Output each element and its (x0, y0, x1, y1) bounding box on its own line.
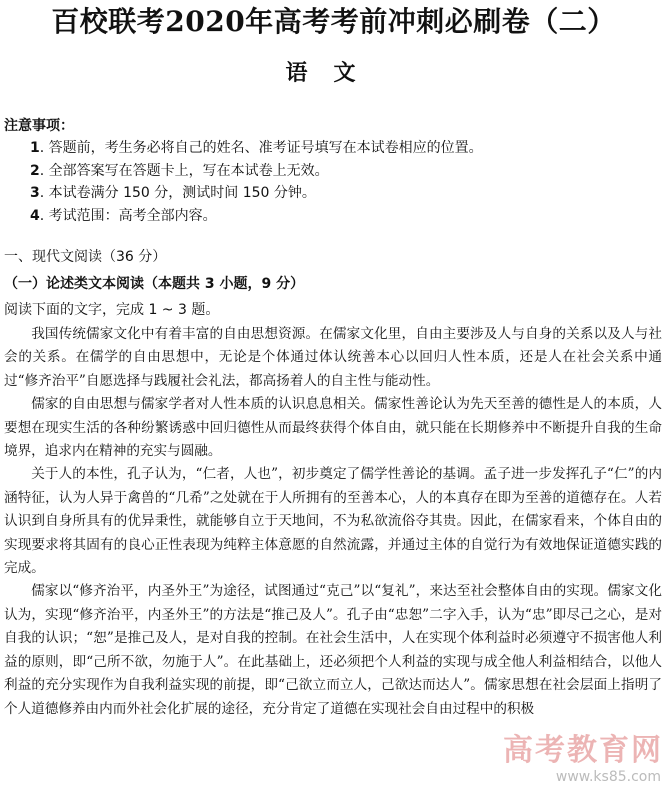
note-item (30, 137, 483, 160)
passage-paragraph: 儒家以“修齐治平，内圣外王”为途径，试图通过“克己”以“复礼”，来达至社会整体自由的实现。儒家文化认为，实现“修齐治平，内圣外王”的方法是“推己及人”。孔子由“忠恕”二字入手，认为“忠”即尽己之心，是对自我的认识；“恕”是推己及人，是对自我的控制。在社会生活中，人在实现个体利益时必须遵守不损害他人利益的原则，即“己所不欲，勿施于人”。在此基础上，还必须把个人利益的实现与成全他人利益相结合，以他人利益的充分实现作为自我利益实现的前提，即“己欲立而立人，己欲达而达人”。儒家思想在社会层面上指明了个人道德修养由内而外社会化扩展的途径，充分肯定了道德在实现社会自由过程中的积极 (4, 583, 662, 717)
note-text: . 本试卷满分 150 分，测试时间 150 分钟。 (39, 185, 316, 201)
reading-passage (4, 323, 662, 721)
passage-paragraph: 我国传统儒家文化中有着丰富的自由思想资源。在儒家文化里，自由主要涉及人与自身的关系以及人与社会的关系。在儒学的自由思想中，无论是个体通过体认统善本心以回归人性本质，还是人在社会关系中通过“修齐治平”自愿选择与践履社会礼法，都高扬着人的自主性与能动性。 (4, 326, 662, 389)
note-number: 3 (30, 185, 40, 201)
note-text: . 答题前，考生务必将自己的姓名、准考证号填写在本试卷相应的位置。 (39, 140, 483, 156)
note-number: 1 (30, 140, 40, 156)
watermark-url: www.ks85.com (555, 769, 661, 785)
note-item (30, 205, 483, 228)
passage-paragraph: 关于人的本性，孔子认为，“仁者，人也”，初步奠定了儒学性善论的基调。孟子进一步发挥孔子“仁”的内涵特征，认为人异于禽兽的“几希”之处就在于人所拥有的至善本心，人的本真存在即为至善的道德存在。人若认识到自身所具有的优异秉性，就能够自立于天地间，不为私欲流俗夺其贵。因此，在儒家看来，个体自由的实现要求将其固有的良心正性表现为纯粹主体意愿的自然流露，并通过主体的自觉行为有效地保证道德实践的完成。 (4, 466, 662, 577)
note-item (30, 182, 483, 205)
watermark-logo: 高考教育网 (503, 733, 663, 768)
subsection-heading: （一）论述类文本阅读（本题共 3 小题，9 分） (4, 276, 305, 292)
notes-list (30, 137, 483, 227)
exam-title: 百校联考2020年高考考前冲刺必刷卷（二） (51, 5, 616, 38)
reading-instruction: 阅读下面的文字，完成 1 ~ 3 题。 (4, 302, 220, 318)
notes-heading: 注意事项： (4, 118, 74, 134)
note-item (30, 160, 483, 183)
note-text: . 全部答案写在答题卡上，写在本试卷上无效。 (39, 162, 329, 179)
section-heading: 一、现代文阅读（36 分） (4, 249, 167, 265)
note-number: 2 (30, 162, 40, 179)
note-text: . 考试范围：高考全部内容。 (39, 207, 217, 224)
note-number: 4 (30, 207, 40, 224)
passage-paragraph: 儒家的自由思想与儒家学者对人性本质的认识息息相关。儒家性善论认为先天至善的德性是人的本质，人要想在现实生活的各种纷繁诱惑中回归德性从而最终获得个体自由，就只能在长期修养中不断提升自我的生命境界，追求内在精神的充实与圆融。 (4, 396, 662, 460)
subject-title: 语文 (285, 60, 382, 86)
